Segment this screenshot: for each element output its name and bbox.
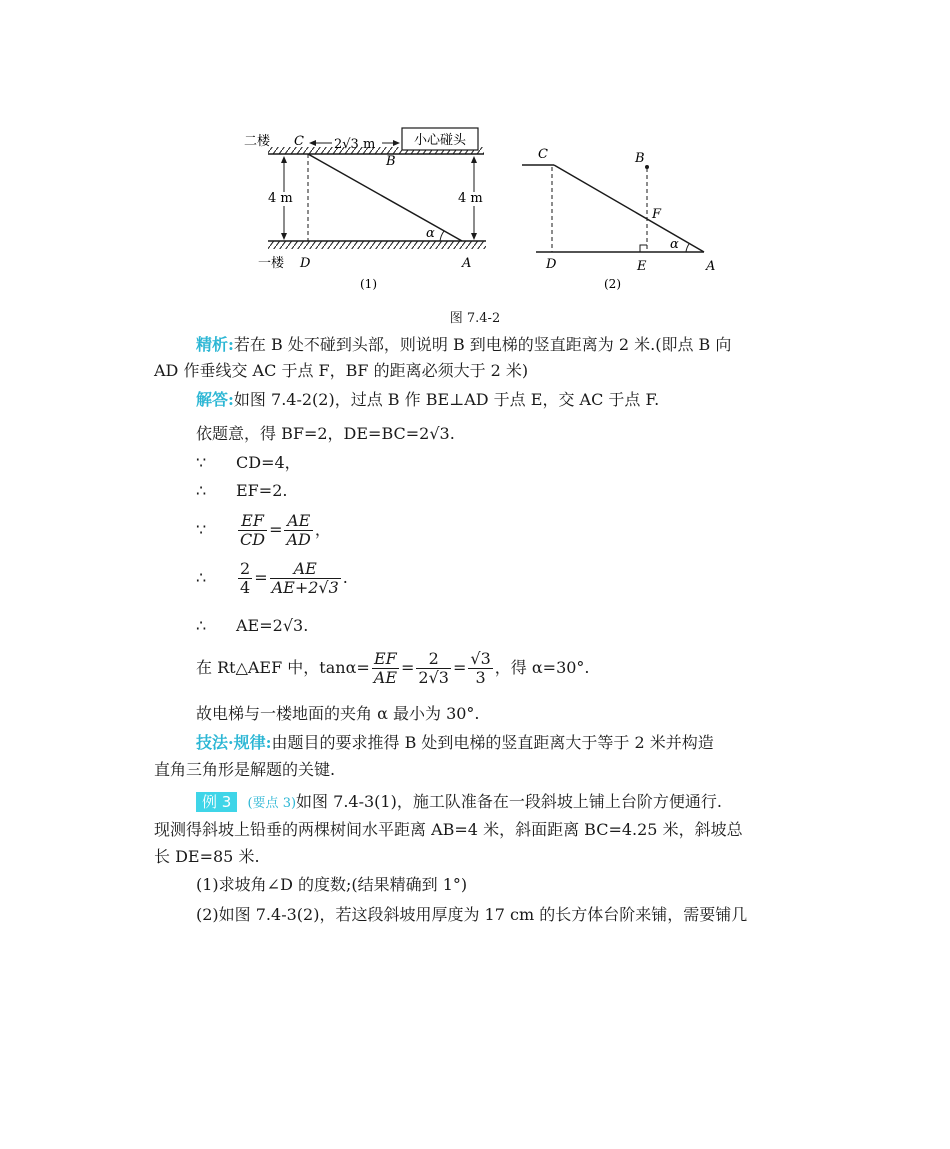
answer-line-1 bbox=[196, 388, 659, 412]
tail: ， bbox=[314, 520, 331, 539]
height-right-label: 4 m bbox=[458, 191, 483, 206]
point-e-2: E bbox=[637, 259, 647, 274]
fraction-ef-cd: $\frac{EF}{CD}$ bbox=[240, 511, 266, 549]
because-symbol: ∵ bbox=[196, 453, 207, 472]
fraction-ae-ad: $\frac{AE}{AD}$ bbox=[286, 511, 311, 549]
figure-2 bbox=[522, 147, 715, 291]
therefore-line-1 bbox=[196, 479, 287, 503]
example3-line-2: 现测得斜坡上铅垂的两棵树间水平距离 AB=4 米，斜面距离 BC=4.25 米，斜坡总 bbox=[154, 820, 743, 839]
example3-question-2: (2)如图 7.4-3(2)，若这段斜坡用厚度为 17 cm 的长方体台阶来铺，需要铺几 bbox=[196, 905, 748, 924]
example3-text-1: 如图 7.4-3(1)，施工队准备在一段斜坡上铺上台阶方便通行. bbox=[296, 792, 722, 811]
answer-text-1: 如图 7.4-2(2)，过点 B 作 BE⊥AD 于点 E，交 AC 于点 F. bbox=[233, 390, 660, 409]
because-line-1 bbox=[196, 451, 301, 475]
therefore-symbol: ∴ bbox=[196, 568, 207, 587]
point-b-2: B bbox=[635, 151, 645, 166]
therefore-symbol: ∴ bbox=[196, 481, 207, 500]
tail: . bbox=[342, 568, 348, 587]
angle-arc bbox=[440, 231, 444, 241]
point-d: D bbox=[300, 256, 311, 271]
analysis-line-1 bbox=[196, 333, 731, 357]
therefore-symbol: ∴ bbox=[196, 616, 207, 635]
angle-arc-2 bbox=[686, 244, 689, 252]
technique-line-1 bbox=[196, 731, 714, 755]
therefore-line-3 bbox=[196, 614, 308, 638]
arrowhead-icon bbox=[393, 140, 400, 146]
arrowhead-icon bbox=[281, 156, 287, 163]
fraction-2-2root3: $\frac{2}{2√3}$ bbox=[418, 649, 449, 687]
tan-line: 在 Rt△AEF 中，tanα= $\frac{EF}{AE}$ = $\frac{2}{2√3}$ = $\frac{√3}{3}$ ，得 α=30°. bbox=[196, 649, 590, 687]
arrowhead-icon bbox=[281, 233, 287, 240]
point-d-2: D bbox=[546, 257, 557, 272]
second-floor-label: 二楼 bbox=[244, 134, 271, 149]
first-floor-hatch bbox=[268, 241, 486, 249]
equals-sign: = bbox=[269, 520, 283, 539]
angle-alpha-2: α bbox=[670, 237, 679, 252]
fraction-ae-ae2root3: $\frac{AE}{AE+2√3}$ bbox=[271, 559, 339, 597]
fraction-ef-ae: $\frac{EF}{AE}$ bbox=[373, 649, 398, 687]
point-c: C bbox=[294, 134, 304, 149]
point-b: B bbox=[386, 154, 396, 169]
warning-text: 小心碰头 bbox=[413, 133, 467, 148]
example-hint: (要点 3) bbox=[247, 796, 297, 811]
figure-1 bbox=[244, 128, 486, 291]
technique-text-1: 由题目的要求推得 B 处到电梯的竖直距离大于等于 2 米并构造 bbox=[271, 733, 714, 752]
conclusion-line: 故电梯与一楼地面的夹角 α 最小为 30°. bbox=[196, 704, 480, 723]
arrowhead-icon bbox=[309, 140, 316, 146]
fraction-root3-3: $\frac{√3}{3}$ bbox=[470, 649, 491, 687]
right-angle-mark bbox=[640, 245, 647, 252]
figure-diagrams bbox=[240, 118, 740, 303]
figure-caption: 图 7.4-2 bbox=[449, 311, 501, 326]
point-a: A bbox=[462, 256, 472, 271]
analysis-line-2: AD 作垂线交 AC 于点 F，BF 的距离必须大于 2 米) bbox=[154, 361, 529, 380]
figure-2-caption: (2) bbox=[604, 277, 621, 291]
therefore-text-1: EF=2. bbox=[236, 481, 288, 500]
figure-7-4-2 bbox=[240, 118, 740, 303]
tan-suffix: ，得 α=30°. bbox=[494, 658, 590, 677]
therefore-line-2 bbox=[196, 558, 348, 598]
point-a-2: A bbox=[706, 259, 716, 274]
because-line-2 bbox=[196, 510, 331, 550]
escalator-line-2 bbox=[554, 165, 704, 252]
point-b-dot bbox=[645, 165, 649, 169]
analysis-label: 精析: bbox=[196, 335, 234, 354]
example3-line-1 bbox=[196, 790, 722, 816]
analysis-text-1: 若在 B 处不碰到头部，则说明 B 到电梯的竖直距离为 2 米.(即点 B 向 bbox=[233, 335, 732, 354]
example3-question-1: (1)求坡角∠D 的度数;(结果精确到 1°) bbox=[196, 875, 468, 894]
example-tag: 例 3 bbox=[196, 792, 237, 812]
because-text-1: CD=4， bbox=[236, 453, 301, 472]
width-label: 2√3 m bbox=[334, 137, 376, 152]
technique-line-2: 直角三角形是解题的关键. bbox=[154, 760, 336, 779]
fraction-2-4: $\frac{2}{4}$ bbox=[240, 559, 251, 597]
tan-prefix: 在 Rt△AEF 中，tanα= bbox=[196, 658, 370, 677]
height-left-label: 4 m bbox=[268, 191, 293, 206]
first-floor-label: 一楼 bbox=[258, 256, 285, 271]
arrowhead-icon bbox=[471, 233, 477, 240]
point-f-2: F bbox=[652, 207, 662, 222]
equals-sign: = bbox=[254, 568, 268, 587]
answer-line-2: 依题意，得 BF=2，DE=BC=2√3. bbox=[196, 424, 455, 443]
point-c-2: C bbox=[538, 147, 548, 162]
because-symbol: ∵ bbox=[196, 520, 207, 539]
escalator-line bbox=[308, 154, 462, 241]
figure-1-caption: (1) bbox=[360, 277, 377, 291]
arrowhead-icon bbox=[471, 156, 477, 163]
technique-label: 技法·规律: bbox=[196, 733, 272, 752]
therefore-text-3: AE=2√3. bbox=[236, 616, 309, 635]
answer-label: 解答: bbox=[196, 390, 234, 409]
example3-line-3: 长 DE=85 米. bbox=[154, 847, 260, 866]
angle-alpha: α bbox=[426, 226, 435, 241]
